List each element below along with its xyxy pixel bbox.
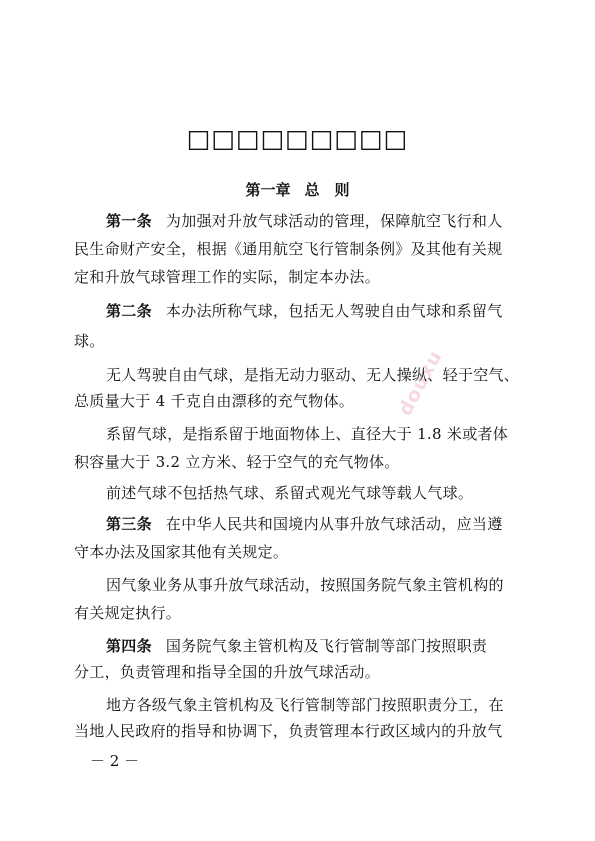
line-text: 为加强对升放气球活动的管理，保障航空飞行和人	[165, 212, 503, 230]
article-number: 第二条	[106, 302, 152, 320]
text-line: 前述气球不包括热气球、系留式观光气球等载人气球。	[106, 484, 474, 502]
page-number: － 2 －	[90, 752, 140, 770]
text-line: 积容量大于 3.2 立方米、轻于空气的充气物体。	[74, 453, 400, 471]
text-line: 当地人民政府的指导和协调下，负责管理本行政区域内的升放气	[74, 722, 503, 740]
watermark-logo: douxu	[394, 346, 447, 420]
article-number: 第三条	[106, 515, 152, 533]
chapter-label: 第一章	[245, 181, 291, 199]
text-line	[106, 512, 503, 536]
text-line	[106, 299, 503, 323]
text-line: 有关规定执行。	[74, 604, 182, 622]
text-line: 系留气球，是指系留于地面物体上、直径大于 1.8 米或者体	[106, 425, 509, 443]
line-text: 本办法所称气球，包括无人驾驶自由气球和系留气	[165, 302, 503, 320]
text-line: 总质量大于 4 千克自由漂移的充气物体。	[74, 392, 355, 410]
text-line: 守本办法及国家其他有关规定。	[74, 543, 289, 561]
line-text: 国务院气象主管机构及飞行管制等部门按照职责	[165, 637, 488, 655]
text-line	[106, 209, 503, 233]
text-line: 定和升放气球管理工作的实际，制定本办法。	[74, 268, 381, 286]
text-line: 球。	[74, 332, 105, 350]
text-line: 无人驾驶自由气球，是指无动力驱动、无人操纵、轻于空气、	[106, 366, 520, 384]
chapter-name: 总 则	[304, 181, 350, 199]
text-line: 地方各级气象主管机构及飞行管制等部门按照职责分工，在	[106, 696, 504, 714]
text-line: 分工，负责管理和指导全国的升放气球活动。	[74, 663, 381, 681]
chapter-heading	[0, 178, 595, 202]
text-line: 民生命财产安全，根据《通用航空飞行管制条例》及其他有关规	[74, 240, 503, 258]
text-line: 因气象业务从事升放气球活动，按照国务院气象主管机构的	[106, 576, 504, 594]
document-title: □□□□□□□□□	[186, 124, 409, 153]
article-number: 第一条	[106, 212, 152, 230]
text-line	[106, 634, 487, 658]
line-text: 在中华人民共和国境内从事升放气球活动，应当遵	[165, 515, 503, 533]
article-number: 第四条	[106, 637, 152, 655]
